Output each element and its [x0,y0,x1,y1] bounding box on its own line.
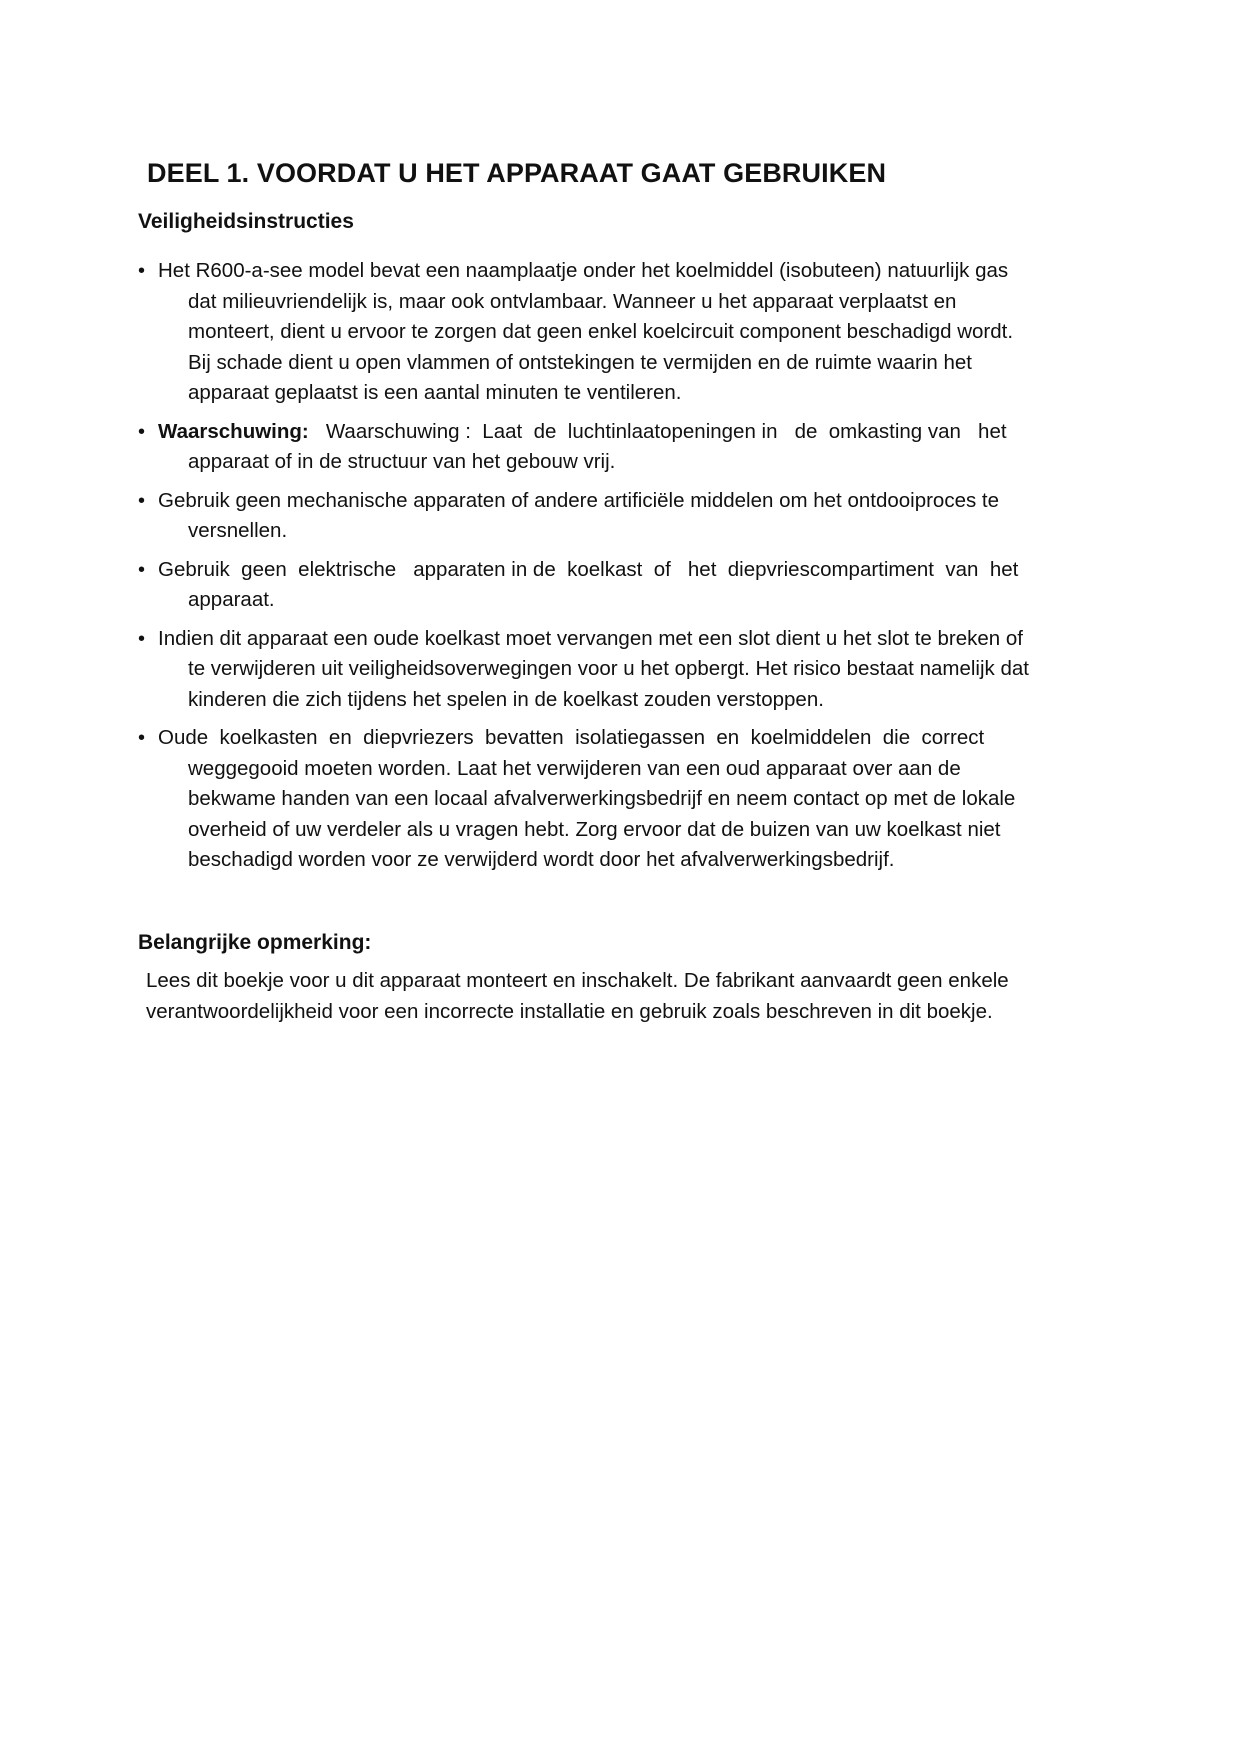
bullet-icon: • [138,558,146,581]
list-item [138,486,1110,547]
note-line: verantwoordelijkheid voor een incorrecte installatie en gebruik zoals beschreven in dit boekje. [146,999,993,1023]
note-line: Lees dit boekje voor u dit apparaat monteert en inschakelt. De fabrikant aanvaardt geen enkele [146,969,1009,992]
section-heading-safety: Veiligheidsinstructies [138,210,354,233]
bullet-icon: • [138,260,146,282]
bullet-icon: • [138,420,146,443]
bullet-icon: • [138,627,146,650]
list-item [138,555,1110,616]
warning-text: Waarschuwing : Laat de luchtinlaatopeningen in de omkasting van het [325,419,1007,443]
section-heading-important-note: Belangrijke opmerking: [138,931,372,954]
list-item-line: beschadigd worden voor ze verwijderd wordt door het afvalverwerkingsbedrijf. [188,848,895,871]
safety-instructions-list [138,256,1110,884]
list-item-line: versnellen. [188,519,288,542]
list-item-line: apparaat of in de structuur van het gebouw vrij. [188,450,616,473]
list-item-line: bekwame handen van een locaal afvalverwerkingsbedrijf en neem contact op met de lokale [188,787,1016,810]
list-item-line: Oude koelkasten en diepvriezers bevatten isolatiegassen en koelmiddelen die correct [158,726,985,749]
list-item-line: monteert, dient u ervoor te zorgen dat geen enkel koelcircuit component beschadigd wordt. [188,320,1014,343]
list-item-warning [138,417,1110,478]
list-item-line: weggegooid moeten worden. Laat het verwijderen van een oud apparaat over aan de [188,756,961,780]
list-item-line: te verwijderen uit veiligheidsoverwegingen voor u het opbergt. Het risico bestaat namelijk dat [188,657,1029,680]
list-item-line: apparaat. [188,588,275,611]
bullet-icon: • [138,727,146,749]
page-title: DEEL 1. VOORDAT U HET APPARAAT GAAT GEBRUIKEN [147,158,887,188]
bullet-icon: • [138,489,146,512]
list-item-line: Gebruik geen mechanische apparaten of andere artificiële middelen om het ontdooiproces te [158,488,1000,512]
list-item-line: dat milieuvriendelijk is, maar ook ontvlambaar. Wanneer u het apparaat verplaatst en [188,289,957,313]
important-note-body [146,966,1126,1027]
warning-label: Waarschuwing: [158,419,309,443]
list-item-line: overheid of uw verdeler als u vragen hebt. Zorg ervoor dat de buizen van uw koelkast niet [188,817,1001,841]
list-item [138,723,1110,876]
list-item-line: kinderen die zich tijdens het spelen in de koelkast zouden verstoppen. [188,687,824,711]
list-item [138,624,1110,716]
list-item-line: Bij schade dient u open vlammen of ontstekingen te vermijden en de ruimte waarin het [188,350,973,374]
list-item-line: Het R600-a-see model bevat een naamplaatje onder het koelmiddel (isobuteen) natuurlijk gas [158,259,1009,282]
list-item-line: Indien dit apparaat een oude koelkast moet vervangen met een slot dient u het slot te breken of [158,626,1023,650]
list-item-line: Gebruik geen elektrische apparaten in de koelkast of het diepvriescompartiment van het [158,557,1019,581]
list-item-line: apparaat geplaatst is een aantal minuten te ventileren. [188,381,682,404]
list-item-line [138,417,1110,448]
list-item [138,256,1110,409]
